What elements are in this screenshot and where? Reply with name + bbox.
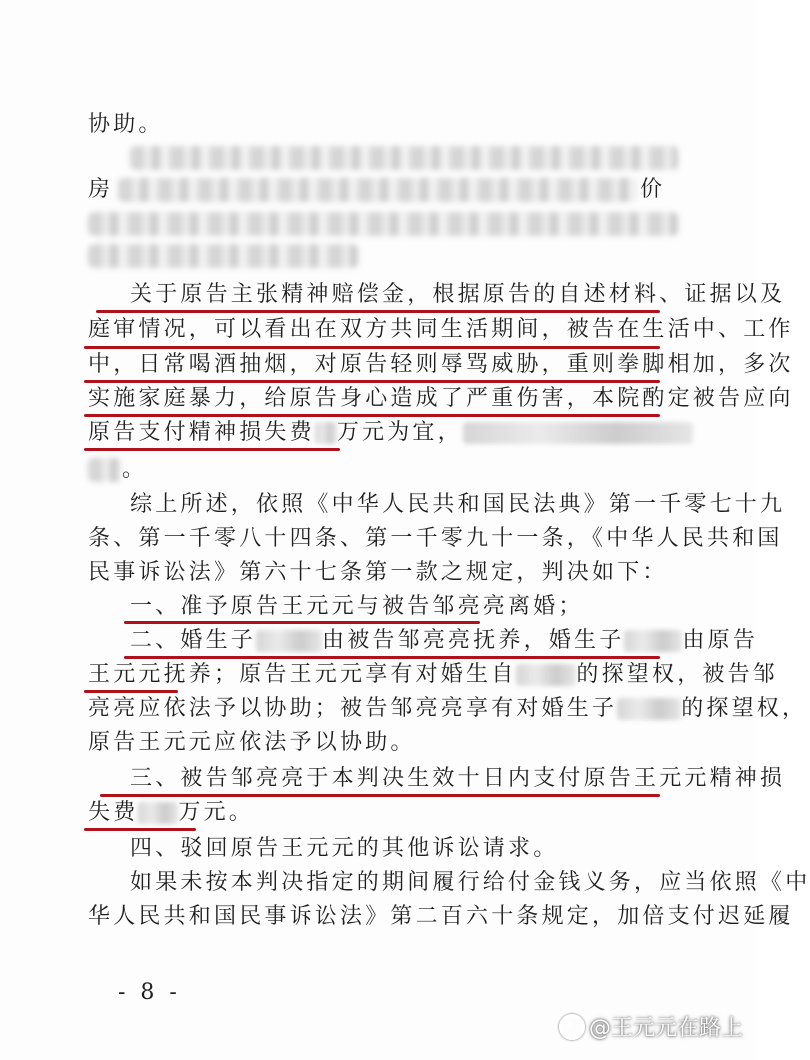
text-segment: 王元元抚养；原告王元元享有对婚生自 [88, 662, 517, 687]
text-segment: 由原告 [682, 628, 759, 653]
text-segment: 的探望权，被告邹 [576, 662, 779, 687]
redacted-line [88, 244, 358, 268]
text-segment: 失费 [88, 800, 139, 825]
text-line-1: 协助。 [88, 112, 164, 137]
page-number: - 8 - [118, 980, 181, 1005]
text-fragment: 房 [88, 177, 114, 202]
text-segment: 万元。 [178, 800, 255, 825]
red-underline [124, 656, 660, 659]
text-line-7: 综上所述，依照《中华人民共和国民法典》第一千零七十九 [130, 492, 786, 517]
redacted-inline [138, 802, 178, 824]
redacted-inline [463, 422, 693, 444]
redacted-line [130, 146, 678, 170]
text-line-8: 条、第一千零八十四条、第一千零九十一条，《中华人民共和国 [88, 526, 783, 551]
watermark-text: @王元元在路上 [588, 1016, 743, 1041]
text-segment: 亮亮应依法予以协助；被告邹亮亮享有对婚生子 [88, 696, 618, 721]
red-underline [84, 414, 660, 417]
red-underline [96, 310, 660, 313]
redacted-line [118, 178, 638, 202]
red-underline [100, 794, 660, 797]
text-line-16 [88, 798, 678, 828]
red-underline [84, 828, 196, 831]
redacted-inline [617, 698, 681, 720]
judgment-item-4: 四、驳回原告王元元的其他诉讼请求。 [130, 836, 559, 861]
text-segment: 的探望权， [681, 696, 808, 721]
text-line-9: 民事诉讼法》第六十七条第一款之规定，判决如下： [88, 560, 668, 585]
redacted-inline [624, 630, 682, 652]
red-underline [84, 346, 660, 349]
redacted-inline [315, 422, 337, 444]
text-line-5: 实施家庭暴力，给原告身心造成了严重伤害，本院酌定被告应向 [88, 386, 794, 411]
red-underline [84, 380, 660, 383]
red-underline [84, 690, 178, 693]
watermark [559, 1011, 743, 1042]
redacted-line [88, 212, 678, 236]
text-line-19: 华人民共和国民事诉讼法》第二百六十条规定，加倍支付迟延履 [88, 904, 794, 929]
text-segment: 万元为宜， [336, 420, 463, 445]
text-line-18: 如果未按本判决指定的期间履行给付金钱义务，应当依照《中 [130, 870, 810, 895]
judgment-item-2 [130, 626, 759, 656]
text-line-3: 庭审情况，可以看出在双方共同生活期间，被告在生活中、工作 [88, 317, 794, 342]
text-line-4: 中，日常喝酒抽烟，对原告轻则辱骂威胁，重则拳脚相加，多次 [88, 352, 794, 377]
text-segment: 由被告邹亮亮抚养，婚生子 [322, 628, 625, 653]
red-underline [124, 621, 480, 624]
redacted-inline [256, 630, 322, 652]
redacted-line [88, 458, 122, 482]
text-line-13 [88, 694, 808, 724]
text-fragment: 价 [640, 177, 666, 202]
text-segment: 二、婚生子 [130, 628, 257, 653]
text-line-14: 原告王元元应依法予以协助。 [88, 730, 416, 755]
judgment-item-3: 三、被告邹亮亮于本判决生效十日内支付原告王元元精神损 [130, 766, 786, 791]
text-segment: 原告支付精神损失费 [88, 420, 315, 445]
judgment-item-1: 一、准予原告王元元与被告邹亮亮离婚； [130, 594, 584, 619]
text-line-12 [88, 660, 779, 690]
text-fragment: 。 [122, 457, 148, 482]
text-line-6 [88, 418, 678, 448]
red-underline [84, 448, 340, 451]
text-line-2: 关于原告主张精神赔偿金，根据原告的自述材料、证据以及 [130, 282, 786, 307]
redacted-inline [516, 664, 576, 686]
logo-icon [559, 1014, 585, 1040]
